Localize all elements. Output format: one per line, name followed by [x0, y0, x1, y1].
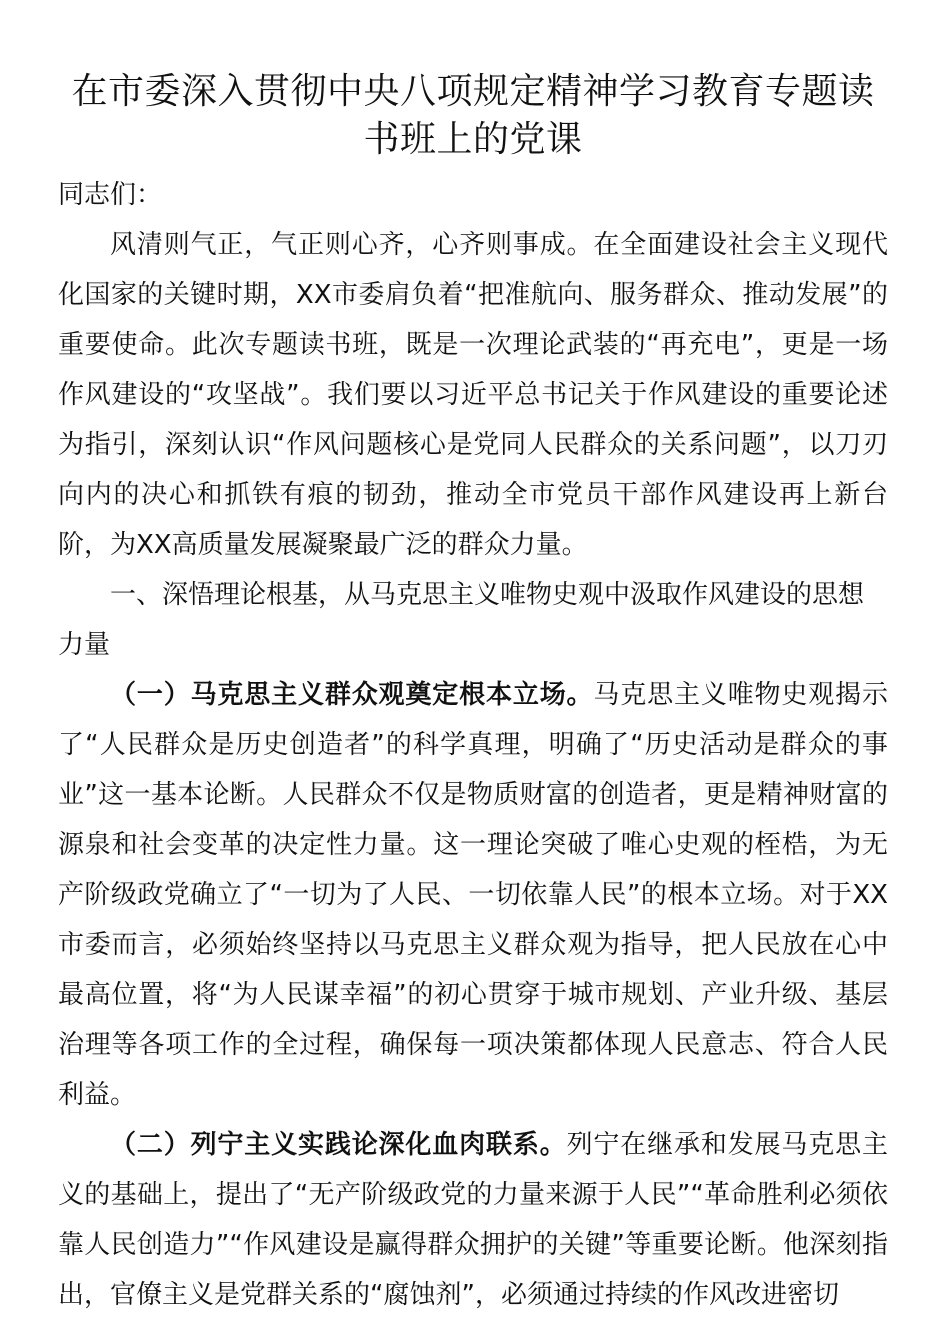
subsection-two-paragraph — [58, 1120, 888, 1320]
subsection-one-body: 马克思主义唯物史观揭示了“人民群众是历史创造者”的科学真理，明确了“历史活动是群众的事业”这一基本论断。人民群众不仅是物质财富的创造者，更是精神财富的源泉和社会变革的决定性力量。这一理论突破了唯心史观的桎梏，为无产阶级政党确立了“一切为了人民、一切依靠人民”的根本立场。对于XX市委而言，必须始终坚持以马克思主义群众观为指导，把人民放在心中最高位置，将“为人民谋幸福”的初心贯穿于城市规划、产业升级、基层治理等各项工作的全过程，确保每一项决策都体现人民意志、符合人民利益。 — [58, 680, 888, 1110]
subsection-two-body: 列宁在继承和发展马克思主义的基础上，提出了“无产阶级政党的力量来源于人民”“革命胜利必须依靠人民创造力”“作风建设是赢得群众拥护的关键”等重要论断。他深刻指出，官僚主义是党群关系的“腐蚀剂”，必须通过持续的作风改进密切 — [58, 1130, 888, 1310]
intro-paragraph: 风清则气正，气正则心齐，心齐则事成。在全面建设社会主义现代化国家的关键时期，XX市委肩负着“把准航向、服务群众、推动发展”的重要使命。此次专题读书班，既是一次理论武装的“再充电”，更是一场作风建设的“攻坚战”。我们要以习近平总书记关于作风建设的重要论述为指引，深刻认识“作风问题核心是党同人民群众的关系问题”，以刀刃向内的决心和抓铁有痕的韧劲，推动全市党员干部作风建设再上新台阶，为XX高质量发展凝聚最广泛的群众力量。 — [58, 230, 888, 560]
subsection-two-heading: （二）列宁主义实践论深化血肉联系。 — [110, 1130, 567, 1160]
subsection-one-heading: （一）马克思主义群众观奠定根本立场。 — [110, 680, 594, 710]
subsection-one-paragraph — [58, 670, 888, 1120]
section-one-heading: 一、深悟理论根基，从马克思主义唯物史观中汲取作风建设的思想力量 — [58, 580, 865, 660]
salutation: 同志们： — [58, 180, 163, 210]
document-title: 在市委深入贯彻中央八项规定精神学习教育专题读书班上的党课 — [71, 71, 875, 160]
